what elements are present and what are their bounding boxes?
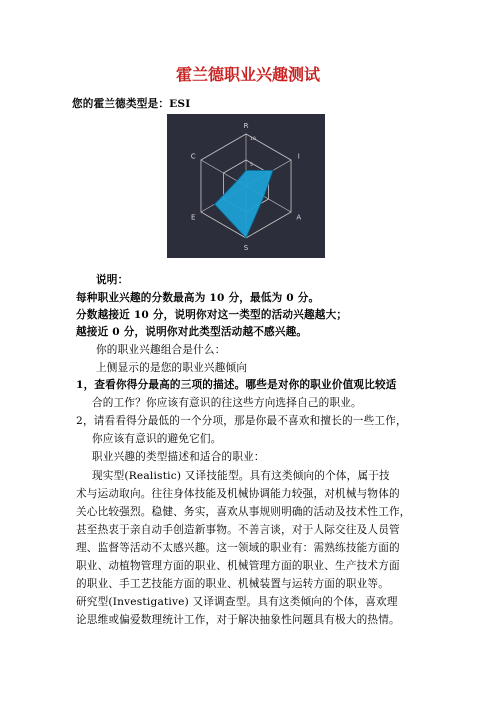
category-label-r: R — [243, 122, 249, 130]
doc-line: 职业、动植物管理方面的职业、机械管理方面的职业、生产技术方面 — [76, 560, 400, 572]
doc-line: 分数越接近 10 分，说明你对这一类型的活动兴趣越大； — [76, 309, 348, 321]
doc-line: 说明： — [96, 274, 129, 286]
doc-line: 现实型(Realistic) 又译技能型。具有这类倾向的个体，属于技 — [92, 470, 390, 482]
tick-label: 5 — [250, 163, 253, 168]
doc-line: 的职业、手工艺技能方面的职业、机械装置与运转方面的职业等。 — [76, 578, 390, 590]
holland-type-line: 您的霍兰德类型是：ESI — [72, 98, 191, 110]
page-title: 霍兰德职业兴趣测试 — [175, 65, 320, 84]
category-label-a: A — [296, 213, 302, 222]
doc-line: 理、监督等活动不太感兴趣。这一领域的职业有：需熟练技能方面的 — [76, 542, 400, 554]
category-label-s: S — [243, 244, 249, 252]
tick-label: 10 — [250, 137, 256, 142]
category-label-e: E — [190, 213, 196, 222]
doc-line: 上侧显示的是您的职业兴趣倾向 — [96, 362, 248, 374]
doc-line: 论思维或偏爱数理统计工作，对于解决抽象性问题具有极大的热情。 — [76, 614, 400, 626]
doc-line: 2，请看看得分最低的一个分项，那是你最不喜欢和擅长的一些工作， — [76, 415, 407, 427]
doc-line: 每种职业兴趣的分数最高为 10 分，最低为 0 分。 — [76, 292, 320, 304]
doc-line: 研究型(Investigative) 又译调查型。具有这类倾向的个体，喜欢理 — [76, 596, 398, 608]
doc-line: 关心比较强烈。稳健、务实，喜欢从事规则明确的活动及技术性工作， — [76, 506, 411, 518]
category-label-c: C — [190, 152, 196, 161]
doc-line: 你应该有意识的避免它们。 — [92, 433, 222, 445]
doc-line: 越接近 0 分，说明你对此类型活动越不感兴趣。 — [76, 326, 308, 338]
holland-radar-chart — [167, 114, 325, 258]
doc-line: 术与运动取向。往往身体技能及机械协调能力较强，对机械与物体的 — [76, 488, 400, 500]
doc-line: 甚至热衷于亲自动手创造新事物。不善言谈，对于人际交往及人员管 — [76, 524, 400, 536]
category-label-i: I — [297, 152, 300, 161]
doc-line: 你的职业兴趣组合是什么： — [96, 344, 226, 356]
doc-line: 合的工作？你应该有意识的往这些方向选择自己的职业。 — [92, 397, 362, 409]
doc-line: 1，查看你得分最高的三项的描述。哪些是对你的职业价值观比较适 — [76, 379, 397, 391]
doc-line: 职业兴趣的类型描述和适合的职业： — [92, 451, 265, 463]
